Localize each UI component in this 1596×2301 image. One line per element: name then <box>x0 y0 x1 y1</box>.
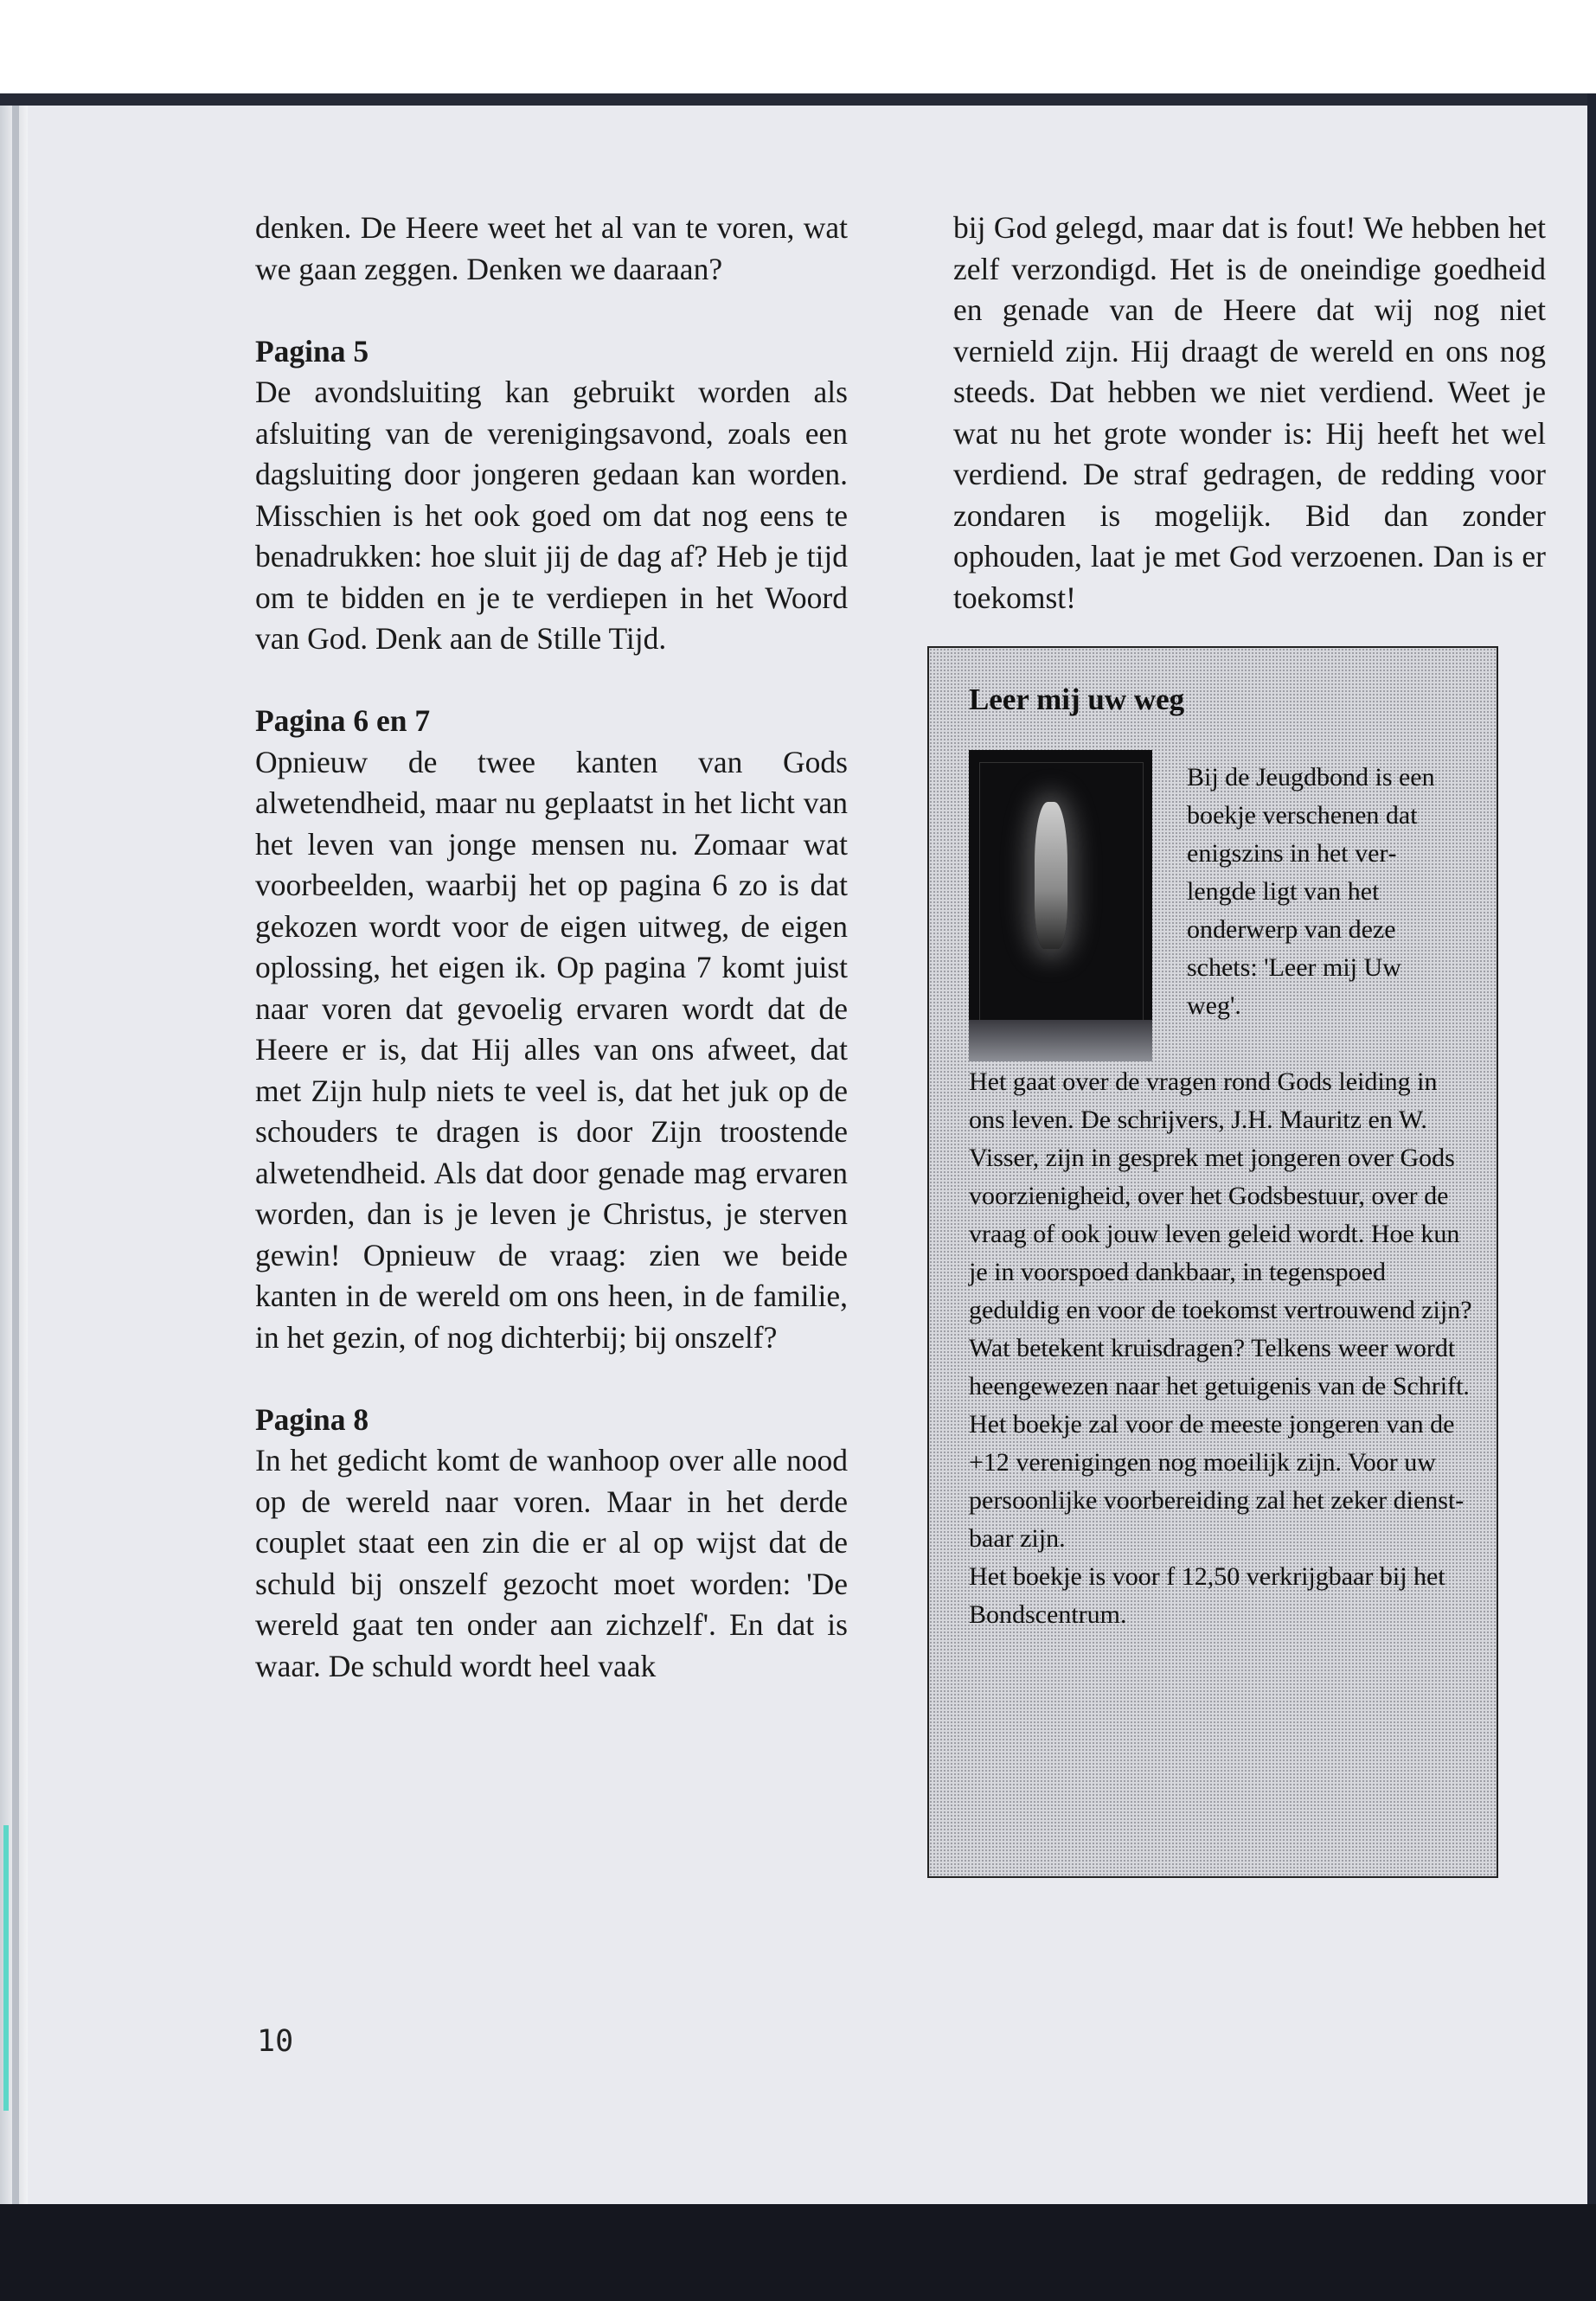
section-paragraph: In het gedicht komt de wanhoop over alle nood op de wereld naar voren. Maar in het derde couplet staat een zin die er al op wijst dat de schuld bij onszelf gezocht moet worden: 'De wereld gaat ten onder aan zichzelf'. En dat is waar. De schuld wordt heel vaak <box>255 1443 848 1683</box>
cover-light <box>1035 802 1067 949</box>
scan-bottom-border <box>0 2204 1596 2301</box>
section-heading: Pagina 6 en 7 <box>255 703 431 738</box>
info-box <box>927 646 1498 1878</box>
info-box-side-text: Bij de Jeugdbond is een boekje verschenen dat enigszins in het verlengde ligt van het onderwerp van deze schets: 'Leer mij Uw weg'. <box>1187 763 1435 1020</box>
scan-top-margin <box>0 0 1596 99</box>
info-box-title: Leer mij uw weg <box>969 683 1185 716</box>
page-edge <box>12 106 19 2204</box>
section-heading: Pagina 8 <box>255 1401 369 1437</box>
book-cover-image <box>969 750 1152 1061</box>
info-box-paragraph: Het boekje zal voor de meeste jongeren van de +12 verenigingen nog moeilijk zijn. Voor uw persoonlijke voorbereiding zal het zeker dienstbaar zijn. <box>969 1410 1465 1553</box>
left-column <box>255 208 848 1687</box>
scan-right-border <box>1587 93 1596 2204</box>
info-box-paragraph: Het gaat over de vragen rond Gods leiding in ons leven. De schrijvers, J.H. Mauritz en W. Visser, zijn in gesprek met jongeren over Gods voorzienigheid, over het Godsbestuur, over de vraag of ook jouw leven geleid wordt. Hoe kun je in voorspoed dankbaar, in tegenspoed geduldig en voor de toekomst vertrouwend zijn? Wat betekent kruisdragen? Telkens weer wordt heengewezen naar het getuigenis van de Schrift. <box>969 1067 1472 1400</box>
cover-strip <box>969 1020 1152 1061</box>
section-paragraph: De avondsluiting kan gebruikt worden als afsluiting van de verenigingsavond, zoals een dagsluiting door jongeren gedaan kan worden. Misschien is het ook goed om dat nog eens te benadrukken: hoe sluit jij de dag af? Heb je tijd om te bidden en je te verdiepen in het Woord van God. Denk aan de Stille Tijd. <box>255 375 848 656</box>
info-box-paragraph: Het boekje is voor f 12,50 verkrijgbaar bij het Bondscentrum. <box>969 1562 1445 1629</box>
section-heading: Pagina 5 <box>255 333 369 369</box>
page-edge-marker <box>3 1825 9 2111</box>
info-box-body <box>969 1063 1475 1634</box>
intro-paragraph: denken. De Heere weet het al van te voren, wat we gaan zeggen. Denken we daaraan? <box>255 210 848 286</box>
scan-top-border <box>0 93 1596 106</box>
right-paragraph: bij God gelegd, maar dat is fout! We hebben het zelf verzondigd. Het is de oneindige goedheid en genade van de Heere dat wij nog niet vernield zijn. Hij draagt de wereld en ons nog steeds. Dat hebben we niet verdiend. Weet je wat nu het grote wonder is: Hij heeft het wel verdiend. De straf gedragen, de redding voor zondaren is mogelijk. Bid dan zonder ophouden, laat je met God verzoenen. Dan is er toekomst! <box>953 210 1546 615</box>
right-column <box>953 208 1546 619</box>
page-edge <box>19 106 28 2204</box>
section-paragraph: Opnieuw de twee kanten van Gods alwetendheid, maar nu geplaatst in het licht van het leven van jonge mensen nu. Zomaar wat voorbeelden, waarbij het op pagina 6 zo is dat gekozen wordt voor de eigen uitweg, de eigen oplossing, het eigen ik. Op pagina 7 komt juist naar voren dat gevoelig ervaren wordt dat de Heere er is, dat Hij alles van ons afweet, dat met Zijn hulp niets te veel is, dat het juk op de schouders te dragen is door Zijn troostende alwetendheid. Als dat door genade mag ervaren worden, dan is je leven je Christus, je sterven gewin! Opnieuw de vraag: zien we beide kanten in de wereld om ons heen, in de familie, in het gezin, of nog dichterbij; bij onszelf? <box>255 744 848 1355</box>
page-number: 10 <box>257 2024 294 2059</box>
